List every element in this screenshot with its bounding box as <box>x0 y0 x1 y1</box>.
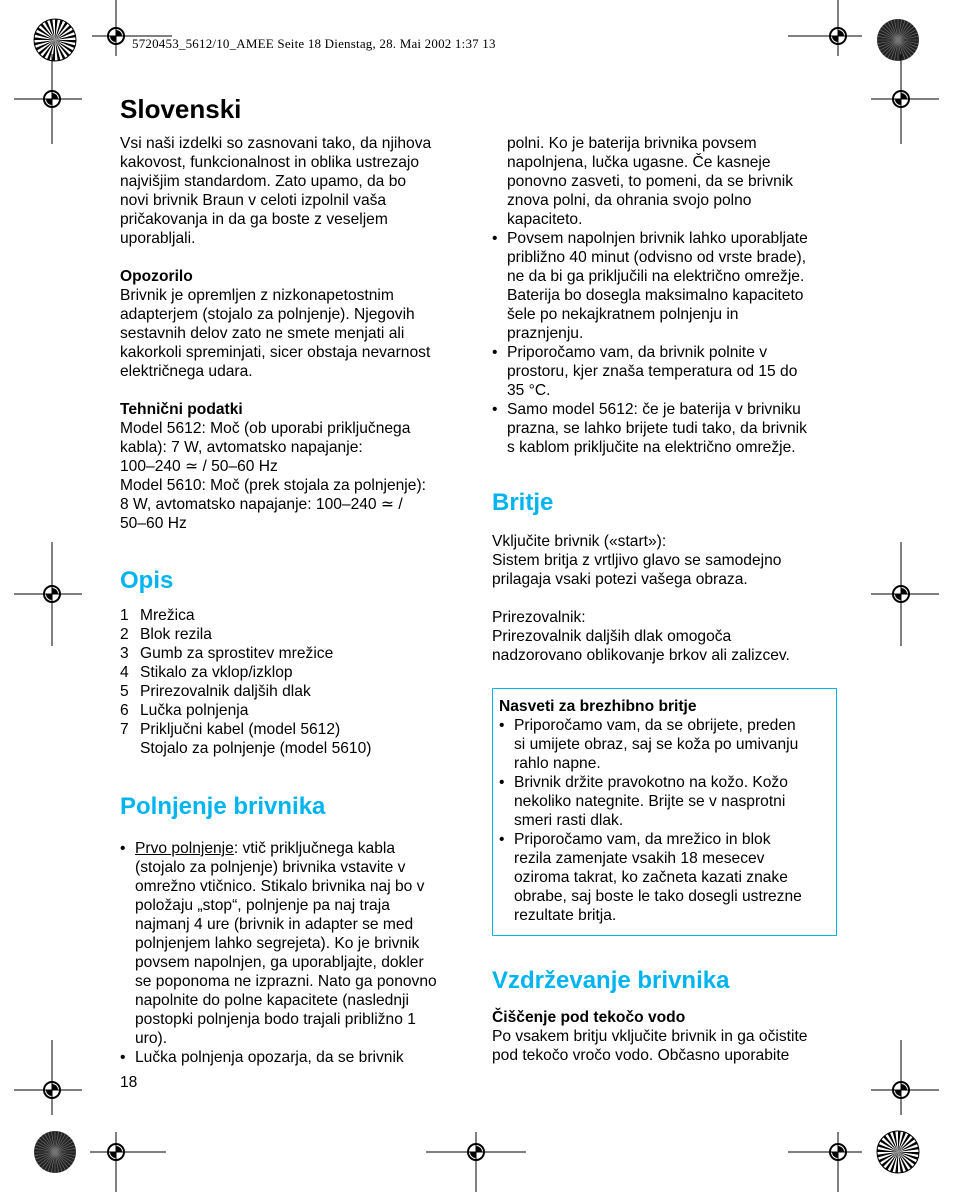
warning-heading: Opozorilo <box>120 268 193 285</box>
list-item: 2 Blok rezila <box>120 626 212 643</box>
crosshair-mark <box>788 0 862 56</box>
bullet-item: • Priporočamo vam, da mrežico in blok rezila zamenjate vsakih 18 mesecev oziroma takrat, ko začneta kazati znake obrabe, saj boste le tako dosegli ustrezne rezultate britja. <box>499 831 802 924</box>
intro-line: novi brivnik Braun v celoti izpolnil vaša <box>120 192 387 209</box>
technical-line: kabla): 7 W, avtomatsko napajanje: <box>120 439 363 456</box>
left-column <box>120 134 470 1067</box>
bullet-item: • Brivnik držite pravokotno na kožo. Kožo nekoliko nategnite. Brijte se v nasprotni smeri rasti dlak. <box>499 774 788 829</box>
tips-box <box>492 688 837 936</box>
technical-line: 100–240 ≃ / 50–60 Hz <box>120 458 278 475</box>
section-title-charging: Polnjenje brivnika <box>120 793 326 820</box>
technical-line: 50–60 Hz <box>120 515 187 532</box>
technical-section <box>120 400 470 533</box>
list-item: 5 Prirezovalnik daljših dlak <box>120 683 311 700</box>
crosshair-mark <box>90 1132 166 1192</box>
warning-line: električnega udara. <box>120 363 253 380</box>
dark-target-mark <box>34 1131 76 1173</box>
bullet-item: • Samo model 5612: če je baterija v brivniku prazna, se lahko brijete tudi tako, da brivnik s kablom priključite na električno omrežje. <box>492 401 807 456</box>
crosshair-mark <box>14 1040 82 1115</box>
list-item: 7 Priključni kabel (model 5612) <box>120 721 341 738</box>
star-target-mark <box>877 1131 919 1173</box>
bullet-dot: • <box>492 401 498 418</box>
list-item: Stojalo za polnjenje (model 5610) <box>140 740 372 757</box>
intro-line: kakovost, funkcionalnost in oblika ustrezajo <box>120 154 420 171</box>
right-column <box>492 134 837 1065</box>
intro-paragraph <box>120 134 470 248</box>
bullet-item: • Priporočamo vam, da brivnik polnite v prostoru, kjer znaša temperatura od 15 do 35 °C. <box>492 344 798 399</box>
intro-line: pričakovanja in da ga boste z veseljem <box>120 211 388 228</box>
dark-target-mark <box>877 19 919 61</box>
list-item: 3 Gumb za sprostitev mrežice <box>120 645 334 662</box>
intro-line: uporabljali. <box>120 230 196 247</box>
crosshair-mark <box>788 1132 862 1192</box>
list-item: 4 Stikalo za vklop/izklop <box>120 664 293 681</box>
crosshair-mark <box>14 54 82 144</box>
list-item: 6 Lučka polnjenja <box>120 702 249 719</box>
bullet-item: • Prvo polnjenje: vtič priključnega kabla (stojalo za polnjenje) brivnika vstavite v omrežno vtičnico. Stikalo brivnika naj bo v položaju „stop“, polnjenje pa naj traja najmanj 4 ure (brivnik in adapter se med polnjenjem lahko segrejeta). Ko je brivnik povsem napolnjen, ga uporabljajte, dokler se poponoma ne izprazni. Nato ga ponovno napolnite do polne kapacitete (naslednji postopki polnjenja bodo trajali približno 1 uro). <box>120 840 437 1047</box>
warning-line: adapterjem (stojalo za polnjenje). Njegovih <box>120 306 415 323</box>
cleaning-line: pod tekočo vročo vodo. Občasno uporabite <box>492 1047 790 1064</box>
section-title-britje: Britje <box>492 489 554 516</box>
technical-line: 8 W, avtomatsko napajanje: 100–240 ≃ / <box>120 496 403 513</box>
bullet-item: • Priporočamo vam, da se obrijete, preden si umijete obraz, saj se koža po umivanju rahlo napne. <box>499 717 799 772</box>
warning-line: sestavnih delov zato ne smete menjati ali <box>120 325 405 342</box>
bullet-item: • Povsem napolnjen brivnik lahko uporabljate približno 40 minut (odvisno od vrste brade), ne da bi ga priključili na električno omrežje. Baterija bo dosegla maksimalno kapaciteto šele po nekajkratnem polnjenju in praznjenju. <box>492 230 808 342</box>
parts-list <box>120 606 470 758</box>
crosshair-mark <box>14 542 82 646</box>
bullet-dot: • <box>492 230 498 247</box>
bullet-continuation: polni. Ko je baterija brivnika povsem napolnjena, lučka ugasne. Če kasneje ponovno zasveti, to pomeni, da se brivnik znova polni, da ohrania svojo polno kapaciteto. <box>507 135 794 228</box>
first-charge-label: Prvo polnjenje <box>135 840 234 857</box>
star-target-mark <box>34 19 76 61</box>
crosshair-mark <box>871 54 939 144</box>
crosshair-mark <box>871 1040 939 1115</box>
print-header: 5720453_5612/10_AMEE Seite 18 Dienstag, 28. Mai 2002 1:37 13 <box>132 36 496 51</box>
technical-heading: Tehnični podatki <box>120 401 243 418</box>
page-title: Slovenski <box>120 94 242 124</box>
bullet-dot: • <box>492 344 498 361</box>
intro-line: Vsi naši izdelki so zasnovani tako, da njihova <box>120 135 432 152</box>
bullet-dot: • <box>120 1049 126 1066</box>
list-item: 1 Mrežica <box>120 607 195 624</box>
intro-line: najvišjim standardom. Zato upamo, da bo <box>120 173 407 190</box>
technical-line: Model 5610: Moč (prek stojala za polnjenje): <box>120 477 426 494</box>
tips-heading: Nasveti za brezhibno britje <box>499 698 697 715</box>
page-number: 18 <box>120 1074 138 1091</box>
warning-line: kakorkoli spreminjati, sicer obstaja nevarnost <box>120 344 431 361</box>
warning-section <box>120 267 470 381</box>
crosshair-mark <box>871 542 939 646</box>
bullet-dot: • <box>120 840 126 857</box>
trimmer-paragraph: Prirezovalnik: Prirezovalnik daljših dlak omogoča nadzorovano oblikovanje brkov ali zalizcev. <box>492 609 790 664</box>
technical-line: Model 5612: Moč (ob uporabi priključnega <box>120 420 411 437</box>
crosshair-mark <box>426 1132 526 1192</box>
britje-paragraph: Vključite brivnik («start»): Sistem britja z vrtljivo glavo se samodejno prilagaja vsaki potezi vašega obraza. <box>492 533 782 588</box>
bullet-item: • Lučka polnjenja opozarja, da se brivnik <box>120 1049 404 1066</box>
section-title-opis: Opis <box>120 567 174 594</box>
section-title-maintenance: Vzdrževanje brivnika <box>492 967 730 994</box>
warning-line: Brivnik je opremljen z nizkonapetostnim <box>120 287 394 304</box>
cleaning-heading: Čiščenje pod tekočo vodo <box>492 1009 686 1026</box>
cleaning-line: Po vsakem britju vključite brivnik in ga očistite <box>492 1028 808 1045</box>
